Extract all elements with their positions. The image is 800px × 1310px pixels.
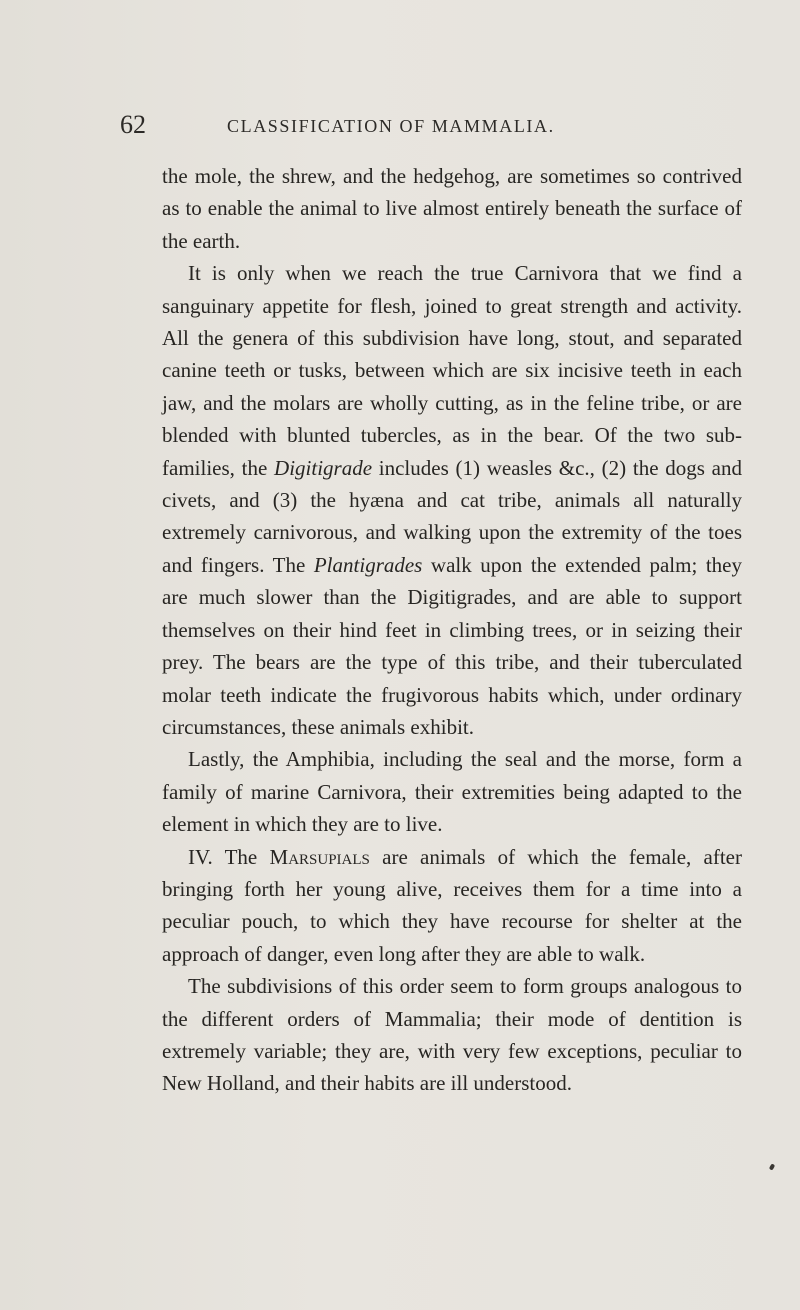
paragraph-2-text-c: walk upon the extended palm; they are much slower than the Digitigrades, and are able to support themselves on their hind feet in climbing trees, or in seizing their prey. The bears are the type of this tribe, and their tuberculated molar teeth indicate the frugivorous habits which, under ordinary circumstances, these animals exhibit. bbox=[162, 552, 742, 739]
running-head: CLASSIFICATION OF MAMMALIA. bbox=[227, 116, 555, 136]
page-header bbox=[120, 108, 740, 142]
paragraph-4 bbox=[162, 841, 742, 971]
section-numeral: IV. bbox=[188, 844, 213, 869]
paragraph-5-text: The subdivisions of this order seem to form groups analogous to the different orders of Mammalia; their mode of dentition is extremely variable; they are, with very few exceptions, peculiar to New Holland, and their habits are ill understood. bbox=[162, 974, 742, 1096]
paragraph-1-text: the mole, the shrew, and the hedgehog, are sometimes so contrived as to enable the animal to live almost entirely beneath the surface of the earth. bbox=[162, 164, 742, 253]
paragraph-4-text-b: are animals of which the female, after bringing forth her young alive, receives them for a time into a peculiar pouch, to which they have recourse for shelter at the approach of danger, even long after they are able to walk. bbox=[162, 844, 742, 966]
paragraph-2-text-b: includes (1) weasles &c., (2) the dogs and civets, and (3) the hyæna and cat tribe, animals all naturally extremely carnivorous, and walking upon the extremity of the toes and fingers. The bbox=[162, 455, 742, 577]
paragraph-2-text-a: It is only when we reach the true Carnivora that we find a sanguinary appetite for flesh, joined to great strength and activity. All the genera of this subdivision have long, stout, and separated canine teeth or tusks, between which are six incisive teeth in each jaw, and the molars are wholly cutting, as in the feline tribe, or are blended with blunted tubercles, as in the bear. Of the two sub-families, the bbox=[162, 261, 742, 480]
term-digitigrade: Digitigrade bbox=[274, 455, 373, 480]
paragraph-1 bbox=[162, 160, 742, 257]
paragraph-3 bbox=[162, 743, 742, 840]
paragraph-5 bbox=[162, 970, 742, 1100]
page-number: 62 bbox=[120, 110, 146, 139]
paragraph-4-text-a: The bbox=[212, 844, 270, 869]
body-text bbox=[162, 160, 742, 1100]
paper-speck bbox=[769, 1163, 775, 1170]
paragraph-3-text: Lastly, the Amphibia, including the seal and the morse, form a family of marine Carnivora, their extremities being adapted to the element in which they are to live. bbox=[162, 747, 742, 837]
term-marsupials: Marsupials bbox=[269, 844, 370, 869]
paragraph-2 bbox=[162, 257, 742, 743]
term-plantigrades: Plantigrades bbox=[313, 552, 423, 577]
